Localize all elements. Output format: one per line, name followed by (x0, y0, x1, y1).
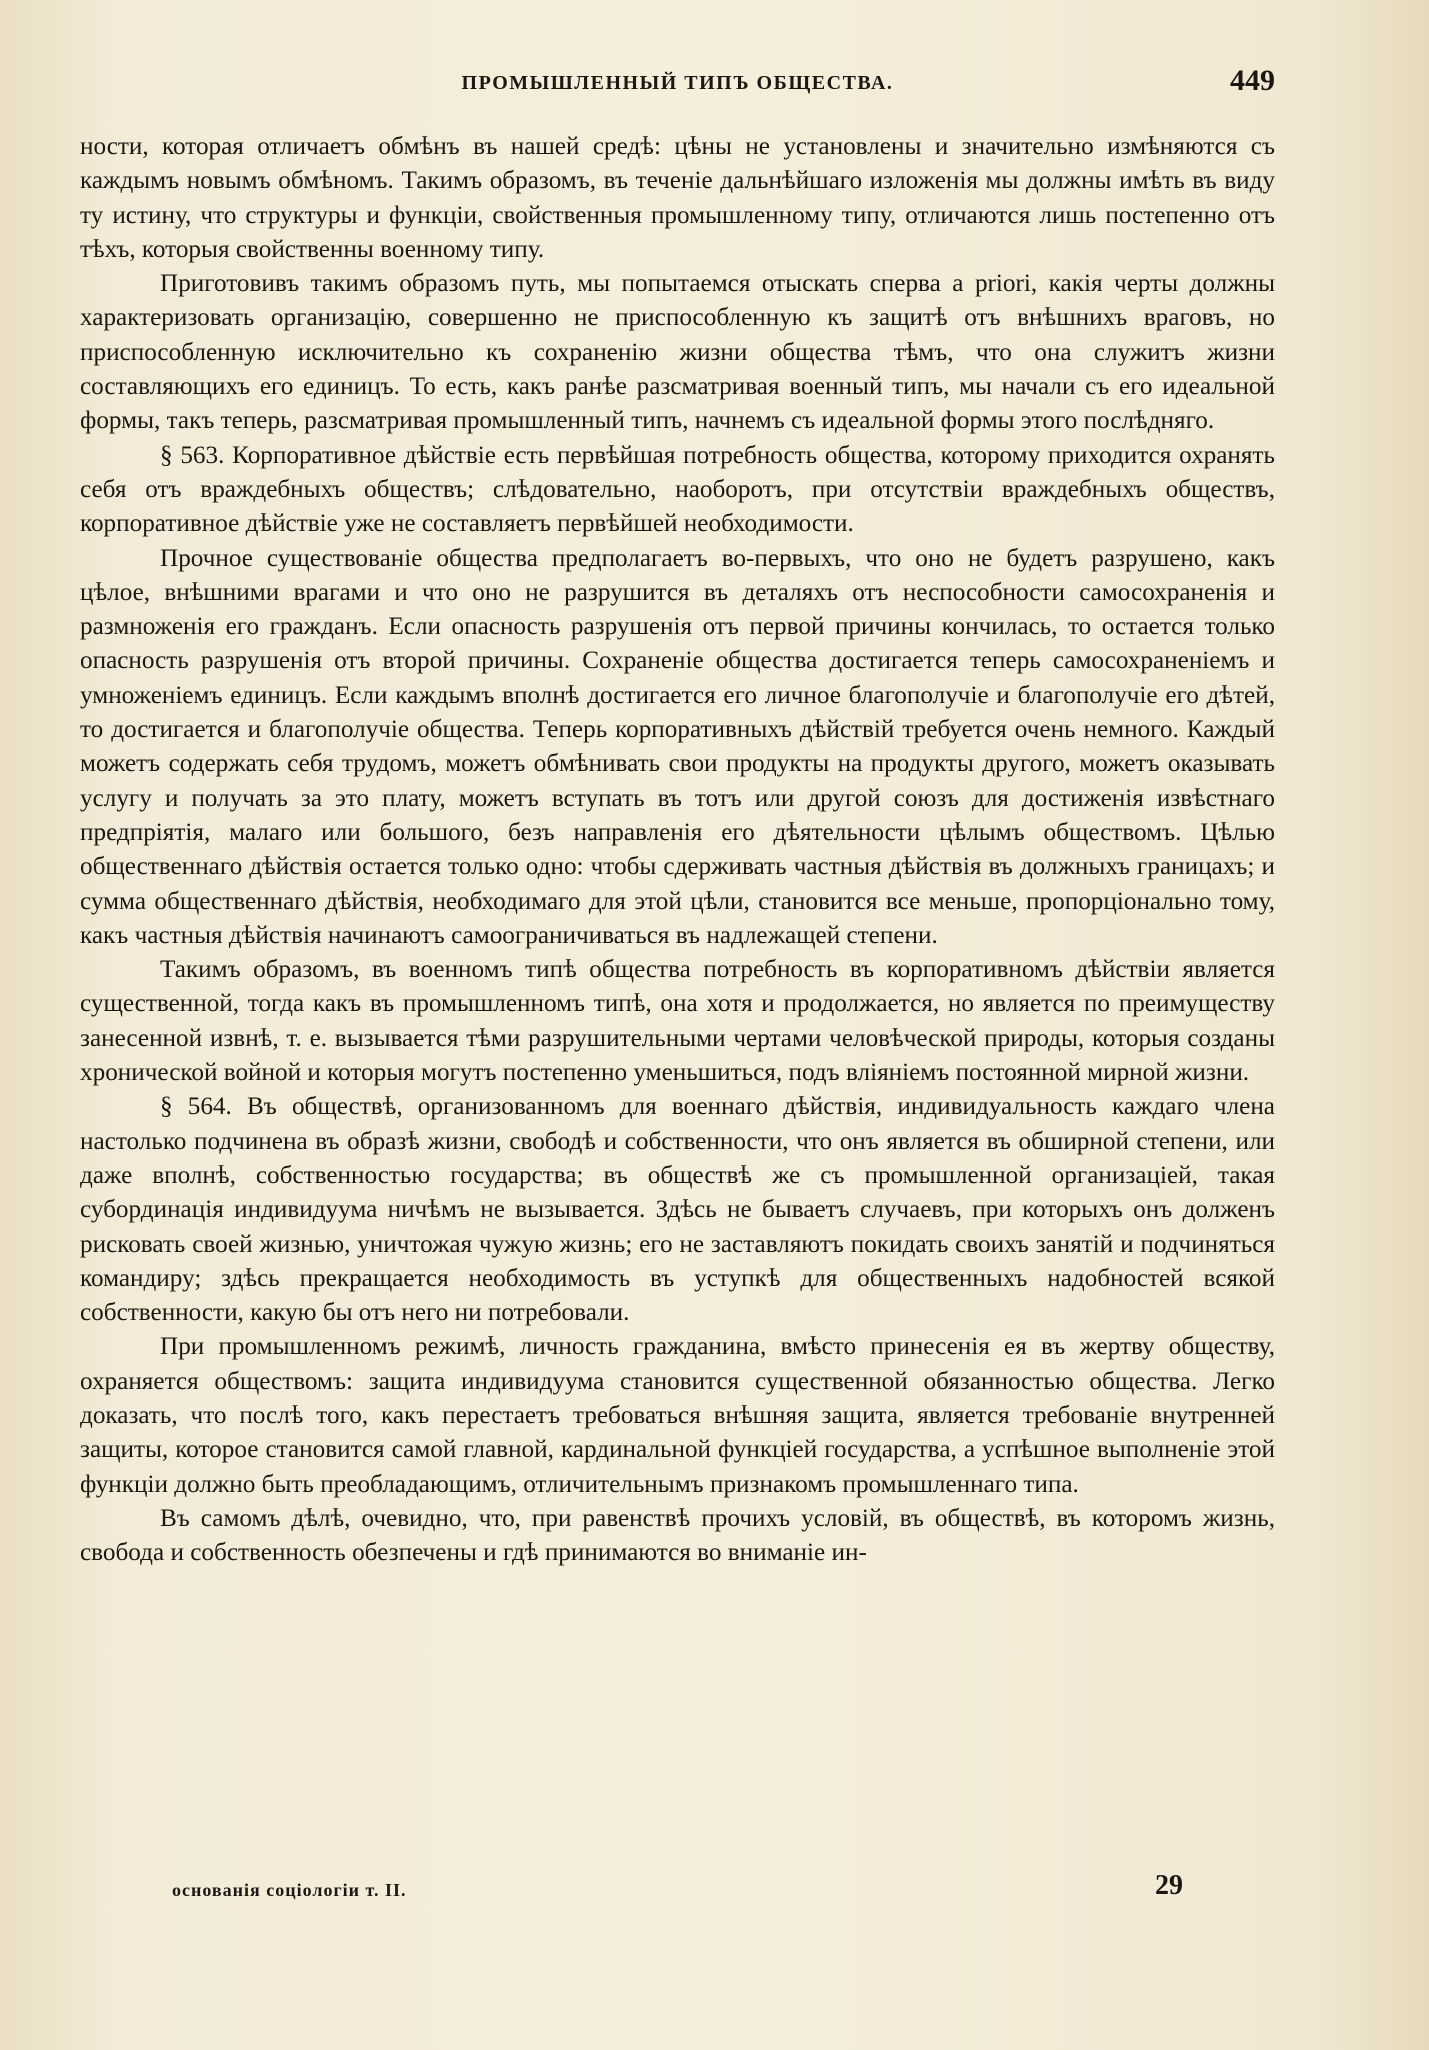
body-text (80, 130, 1275, 1570)
sheet-number: 29 (1155, 1870, 1183, 1901)
paragraph: При промышленномъ режимѣ, личность гражданина, вмѣсто принесенія ея въ жертву обществу, охраняется обществомъ: защита индивидуума становится существенной обязанностью общества. Легко доказать, что послѣ того, какъ перестаетъ требоваться внѣшняя защита, является требованіе внутренней защиты, которое становится самой главной, кардинальной функціей государства, а успѣшное выполненіе этой функціи должно быть преобладающимъ, отличительнымъ признакомъ промышленнаго типа. (80, 1333, 1275, 1498)
paragraph: Приготовивъ такимъ образомъ путь, мы попытаемся отыскать сперва a priori, какія черты должны характеризовать организацію, совершенно не приспособленную къ защитѣ отъ внѣшнихъ враговъ, но приспособленную исключительно къ сохраненію жизни общества тѣмъ, что она служитъ жизни составляющихъ его единицъ. То есть, какъ ранѣе разсматривая военный типъ, мы начали съ его идеальной формы, такъ теперь, разсматривая промышленный типъ, начнемъ съ идеальной формы этого послѣдняго. (80, 270, 1275, 435)
section-563-paragraph: § 563. Корпоративное дѣйствіе есть первѣйшая потребность общества, которому приходится охранять себя отъ враждебныхъ обществъ; слѣдовательно, наоборотъ, при отсутствіи враждебныхъ обществъ, корпоративное дѣйствіе уже не составляетъ первѣйшей необходимости. (80, 441, 1275, 538)
page-number: 449 (1230, 64, 1275, 97)
paragraph: Прочное существованіе общества предполагаетъ во-первыхъ, что оно не будетъ разрушено, какъ цѣлое, внѣшними врагами и что оно не разрушится въ деталяхъ отъ неспособности самосохраненія и размноженія его гражданъ. Если опасность разрушенія отъ первой причины кончилась, то остается только опасность разрушенія отъ второй причины. Сохраненіе общества достигается теперь самосохраненіемъ и умноженіемъ единицъ. Если каждымъ вполнѣ достигается его личное благополучіе и благополучіе его дѣтей, то достигается и благополучіе общества. Теперь корпоративныхъ дѣйствій требуется очень немного. Каждый можетъ содержать себя трудомъ, можетъ обмѣнивать свои продукты на продукты другого, можетъ оказывать услугу и получать за это плату, можетъ вступать въ тотъ или другой союзъ для достиженія извѣстнаго предпріятія, малаго или большого, безъ направленія его дѣятельности цѣлымъ обществомъ. Цѣлью общественнаго дѣйствія остается только одно: чтобы сдерживать частныя дѣйствія въ должныхъ границахъ; и сумма общественнаго дѣйствія, необходимаго для этой цѣли, становится все меньше, пропорціонально тому, какъ частныя дѣйствія начинаютъ самоограничиваться въ надлежащей степени. (80, 544, 1275, 949)
page-header (80, 62, 1275, 110)
section-564-paragraph: § 564. Въ обществѣ, организованномъ для военнаго дѣйствія, индивидуальность каждаго члена настолько подчинена въ образѣ жизни, свободѣ и собственности, что онъ является въ обширной степени, или даже вполнѣ, собственностью государства; въ обществѣ же съ промышленной организаціей, такая субординація индивидуума ничѣмъ не вызывается. Здѣсь не бываетъ случаевъ, при которыхъ онъ долженъ рисковать своей жизнью, уничтожая чужую жизнь; его не заставляютъ покидать своихъ занятій и подчиняться командиру; здѣсь прекращается необходимость въ уступкѣ для общественныхъ надобностей всякой собственности, какую бы отъ него ни потребовали. (80, 1093, 1275, 1327)
printer-signature: основанія соціологіи т. II. (172, 1880, 407, 1900)
paragraph: Въ самомъ дѣлѣ, очевидно, что, при равенствѣ прочихъ условій, въ обществѣ, въ которомъ жизнь, свобода и собственность обезпечены и гдѣ принимаются во вниманіе ин- (80, 1504, 1275, 1567)
running-title: ПРОМЫШЛЕННЫЙ ТИПЪ ОБЩЕСТВА. (461, 72, 894, 94)
page-footer (80, 1870, 1275, 1910)
paragraph: ности, которая отличаетъ обмѣнъ въ нашей средѣ: цѣны не установлены и значительно измѣняются съ каждымъ новымъ обмѣномъ. Такимъ образомъ, въ теченіе дальнѣйшаго изложенія мы должны имѣть въ виду ту истину, что структуры и функціи, свойственныя промышленному типу, отличаются лишь постепенно отъ тѣхъ, которыя свойственны военному типу. (80, 133, 1275, 263)
paragraph: Такимъ образомъ, въ военномъ типѣ общества потребность въ корпоративномъ дѣйствіи является существенной, тогда какъ въ промышленномъ типѣ, она хотя и продолжается, но является по преимуществу занесенной извнѣ, т. е. вызывается тѣми разрушительными чертами человѣческой природы, которыя созданы хронической войной и которыя могутъ постепенно уменьшиться, подъ вліяніемъ постоянной мирной жизни. (80, 956, 1275, 1087)
